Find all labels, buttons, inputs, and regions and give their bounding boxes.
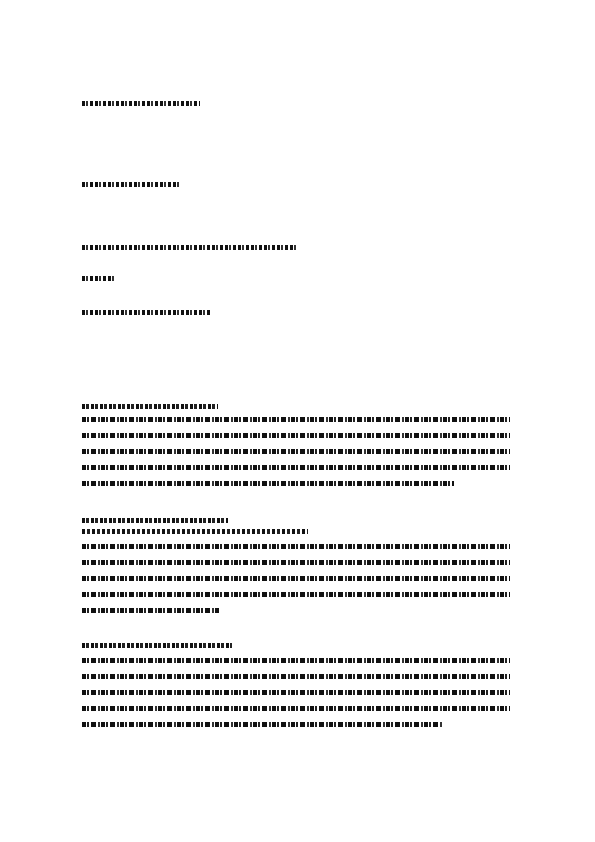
header-line-5: [82, 310, 210, 315]
section-3-paragraph: [82, 658, 510, 727]
section-2-subheading: [82, 529, 308, 534]
section-3-heading: [82, 643, 232, 648]
section-1-paragraph: [82, 417, 510, 486]
header-line-4: [82, 276, 116, 281]
section-1-heading: [82, 404, 218, 409]
header-line-3: [82, 245, 296, 250]
section-2-paragraph: [82, 544, 510, 613]
header-line-2: [82, 182, 180, 187]
section-2-heading: [82, 518, 228, 523]
section-2: [82, 518, 510, 624]
section-3: [82, 643, 510, 738]
section-1: [82, 404, 510, 495]
header-line-1: [82, 101, 200, 106]
